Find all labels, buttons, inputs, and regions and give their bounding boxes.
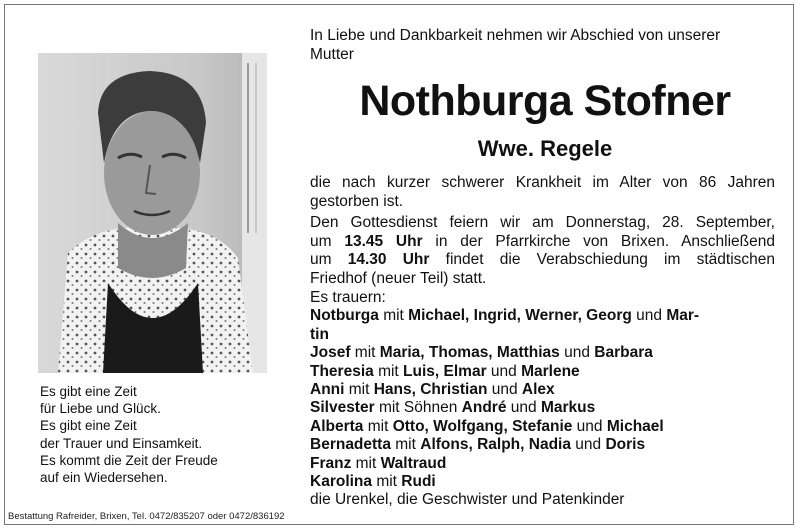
mourner-row xyxy=(310,307,775,325)
mourner-name: Michael, Ingrid, Werner, Georg xyxy=(408,307,632,325)
text-span: um xyxy=(310,232,345,250)
mourner-name: Waltraud xyxy=(380,454,447,472)
mourner-row xyxy=(310,418,775,436)
mourner-connector: mit xyxy=(378,307,409,325)
mourner-connector: und xyxy=(559,344,595,362)
paragraph-line: Friedhof (neuer Teil) statt. xyxy=(310,269,487,287)
funeral-home-footer: Bestattung Rafreider, Brixen, Tel. 0472/835207 oder 0472/836192 xyxy=(8,511,285,522)
mourner-connector: mit xyxy=(372,473,402,491)
mourner-connector: mit xyxy=(390,436,421,454)
mourner-connector: die Urenkel, die Geschwister und Patenkinder xyxy=(310,491,625,509)
text-span: findet die Verabschiedung im städtischen xyxy=(429,251,775,268)
mourner-name: Otto, Wolfgang, Stefanie xyxy=(392,417,573,435)
mourner-connector: und xyxy=(506,399,541,417)
mourner-name: Anni xyxy=(310,381,345,399)
mourner-rows xyxy=(310,307,775,509)
mourner-row xyxy=(310,363,775,381)
intro-line: In Liebe und Dankbarkeit nehmen wir Abschied von unserer xyxy=(310,27,721,44)
mourner-name: Josef xyxy=(310,344,351,362)
mourner-row xyxy=(310,381,775,399)
text-span: in der Pfarrkirche von Brixen. Anschließend xyxy=(422,232,776,250)
mourner-name: Alberta xyxy=(310,417,364,435)
mourner-name: Mar- xyxy=(666,307,700,325)
mourner-connector: und xyxy=(487,381,522,399)
mourner-connector: mit Söhnen xyxy=(374,399,462,417)
mourner-name: André xyxy=(461,399,507,417)
paragraph-line: die nach kurzer schwerer Krankheit im Alter von 86 Jahren xyxy=(310,174,775,191)
portrait-photo xyxy=(38,53,267,373)
poem-line: Es kommt die Zeit der Freude xyxy=(40,452,218,468)
mourners-heading: Es trauern: xyxy=(310,289,386,306)
poem-line: Es gibt eine Zeit xyxy=(40,384,137,399)
mourner-row xyxy=(310,491,775,509)
mourner-connector: mit xyxy=(373,362,404,380)
mourner-connector: und xyxy=(570,436,606,454)
mourner-row xyxy=(310,326,775,344)
mourner-name: Marlene xyxy=(521,362,580,380)
mourner-name: Luis, Elmar xyxy=(403,362,487,380)
mourner-connector: mit xyxy=(351,454,381,472)
mourner-row xyxy=(310,436,775,454)
death-notice-paragraph xyxy=(310,174,775,211)
mass-time: 13.45 Uhr xyxy=(344,232,423,250)
mourner-name: Doris xyxy=(605,436,646,454)
mourner-name: Rudi xyxy=(401,473,436,491)
poem-line: der Trauer und Einsamkeit. xyxy=(40,435,203,451)
mourner-connector: und xyxy=(572,417,607,435)
text-span: um xyxy=(310,251,348,268)
deceased-name: Nothburga Stofner xyxy=(359,77,731,125)
mourners-list xyxy=(310,289,775,510)
poem xyxy=(40,383,290,486)
intro-line: Mutter xyxy=(310,46,354,63)
poem-line: für Liebe und Glück. xyxy=(40,401,161,417)
mourner-connector: und xyxy=(486,362,522,380)
mourner-row xyxy=(310,399,775,417)
paragraph-line xyxy=(310,233,775,252)
mourner-name: Karolina xyxy=(310,473,373,491)
mourner-name: Maria, Thomas, Matthias xyxy=(379,344,560,362)
mourner-name: Michael xyxy=(606,417,664,435)
portrait-illustration xyxy=(38,53,267,373)
widow-name: Wwe. Regele xyxy=(477,136,613,161)
mourner-connector: mit xyxy=(363,417,393,435)
mourner-name: Alfons, Ralph, Nadia xyxy=(420,436,571,454)
mourner-row xyxy=(310,344,775,362)
mourner-name: Hans, Christian xyxy=(373,381,488,399)
mourner-connector: mit xyxy=(344,381,374,399)
intro-text xyxy=(310,26,780,64)
paragraph-line: gestorben ist. xyxy=(310,192,404,210)
mourner-name: Franz xyxy=(310,454,352,472)
service-paragraph xyxy=(310,214,775,288)
mourner-connector: mit xyxy=(350,344,380,362)
mourner-name: Notburga xyxy=(310,307,379,325)
mourner-name: Alex xyxy=(521,381,555,399)
mourner-row xyxy=(310,455,775,473)
poem-line: Es gibt eine Zeit xyxy=(40,418,137,434)
mourner-name: tin xyxy=(310,325,329,343)
mourner-row xyxy=(310,473,775,491)
poem-line: auf ein Wiedersehen. xyxy=(40,470,168,486)
mourner-connector: und xyxy=(631,307,667,325)
mourner-name: Bernadetta xyxy=(310,436,391,454)
mourner-name: Markus xyxy=(540,399,596,417)
mourner-name: Theresia xyxy=(310,362,374,380)
farewell-time: 14.30 Uhr xyxy=(347,251,430,268)
mourner-name: Silvester xyxy=(310,399,375,417)
mourner-name: Barbara xyxy=(594,344,653,362)
paragraph-line xyxy=(310,251,775,270)
paragraph-line: Den Gottesdienst feiern wir am Donnerstag, 28. September, xyxy=(310,214,775,231)
